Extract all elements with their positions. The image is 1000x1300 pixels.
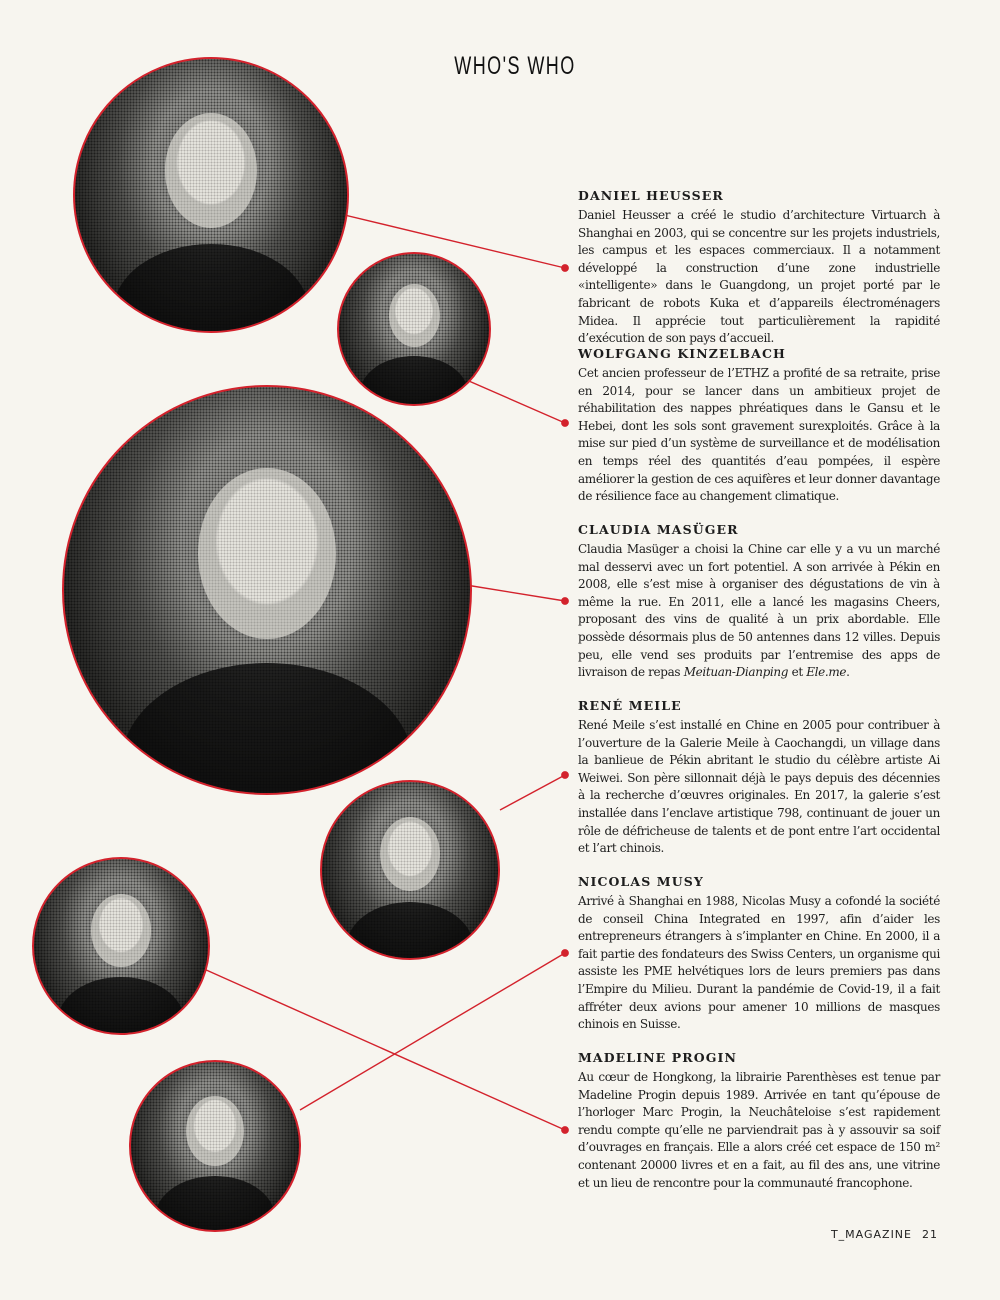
magazine-name: T_MAGAZINE: [830, 1228, 912, 1241]
person-bio: Cet ancien professeur de l’ETHZ a profité de sa retraite, prise en 2014, pour se lancer dans un ambitieux projet de réhabilitation des nappes phréatiques dans le Gansu et le Hebei, dont les sols sont gravement surexploités. Grâce à la mise sur pied d’un système de surveillance et de modélisation en temps réel des quantités d’eau pompées, il espère améliorer la gestion de ces aquifères et leur donner davantage de résilience face au changement climatique.: [578, 366, 940, 504]
connector-dot-masuger: [562, 598, 568, 604]
bio-claudia-masuger: [578, 522, 940, 682]
person-name: DANIEL HEUSSER: [578, 188, 724, 203]
person-bio: Arrivé à Shanghai en 1988, Nicolas Musy a cofondé la société de conseil China Integrated en 1997, afin d’aider les entrepreneurs étrangers à s’implanter en Chine. En 2000, il a fait partie des fondateurs des Swiss Centers, un organisme qui assiste les PME helvétiques lors de leurs premiers pas dans l’Empire du Milieu. Durant la pandémie de Covid-19, il a fait affréter deux avions pour amener 10 millions de masques chinois en Suisse.: [578, 894, 940, 1032]
portrait-wolfgang-kinzelbach: [337, 252, 491, 406]
page-title: WHO'S WHO: [454, 52, 576, 80]
person-bio: René Meile s’est installé en Chine en 2005 pour contribuer à l’ouverture de la Galerie Meile à Caochangdi, un village dans la banlieue de Pékin abritant le studio du célèbre artiste Ai Weiwei. Son père sillonnait déjà le pays depuis des décennies à la recherche d’œuvres originales. En 2017, la galerie s’est installée dans l’enclave artistique 798, continuant de jouer un rôle de défricheuse de talents et de pont entre l’art occidental et l’art chinois.: [578, 718, 940, 856]
portrait-claudia-masuger: [62, 385, 472, 795]
bio-nicolas-musy: [578, 874, 940, 1034]
connector-meile: [500, 775, 565, 810]
person-bio: Claudia Masüger a choisi la Chine car elle y a vu un marché mal desservi avec un fort potentiel. A son arrivée à Pékin en 2008, elle s’est mise à organiser des dégustations de vin à même la rue. En 2011, elle a lancé les magasins Cheers, proposant des vins de qualité à un prix abordable. Elle possède désormais plus de 50 antennes dans 12 villes. Depuis peu, elle vend ses produits par l’entremise des apps de livraison de repas: [578, 542, 940, 680]
bio-wolfgang-kinzelbach: [578, 346, 940, 506]
person-name: RENÉ MEILE: [578, 698, 682, 713]
portrait-nicolas-musy: [129, 1060, 301, 1232]
bio-madeline-progin: [578, 1050, 940, 1192]
person-name: CLAUDIA MASÜGER: [578, 522, 739, 537]
portrait-madeline-progin: [32, 857, 210, 1035]
app-name-eleme: Ele.me: [806, 665, 847, 680]
connector-dot-meile: [562, 772, 568, 778]
bio-period: .: [846, 665, 850, 680]
bio-conjunction: et: [788, 665, 807, 680]
person-bio: Au cœur de Hongkong, la librairie Parenthèses est tenue par Madeline Progin depuis 1989. Arrivée en tant qu’épouse de l’horloger Marc Progin, la Neuchâteloise s’est rapidement rendu compte qu’elle ne parviendrait pas à y assouvir sa soif d’ouvrages en français. Elle a alors créé cet espace de 150 m² contenant 20000 livres et en a fait, au fil des ans, une vitrine et un lieu de rencontre pour la communauté francophone.: [578, 1070, 940, 1190]
person-bio: Daniel Heusser a créé le studio d’architecture Virtuarch à Shanghai en 2003, qui se concentre sur les projets industriels, les campus et les espaces commerciaux. Il a notamment développé la construction d’une zone industrielle «intelligente» dans le Guangdong, un projet porté par le fabricant de robots Kuka et d’appareils électroménagers Midea. Il apprécie tout particulièrement la rapidité d’exécution de son pays d’accueil.: [578, 208, 940, 346]
connector-dot-heusser: [562, 265, 568, 271]
app-name-meituan: Meituan-Dianping: [683, 665, 789, 680]
person-bio-container: [578, 541, 940, 682]
bio-rene-meile: [578, 698, 940, 858]
person-name: MADELINE PROGIN: [578, 1050, 737, 1065]
portrait-daniel-heusser: [73, 57, 349, 333]
connector-dot-musy: [562, 950, 568, 956]
page-footer: [831, 1228, 938, 1241]
connector-kinzelbach: [462, 378, 565, 423]
person-name: WOLFGANG KINZELBACH: [578, 346, 786, 361]
connector-dot-kinzelbach: [562, 420, 568, 426]
page-number: 21: [922, 1228, 938, 1241]
connector-masuger: [466, 585, 565, 601]
connector-dot-progin: [562, 1127, 568, 1133]
bio-daniel-heusser: [578, 188, 940, 348]
portrait-rene-meile: [320, 780, 500, 960]
person-name: NICOLAS MUSY: [578, 874, 704, 889]
connector-musy: [300, 953, 565, 1110]
